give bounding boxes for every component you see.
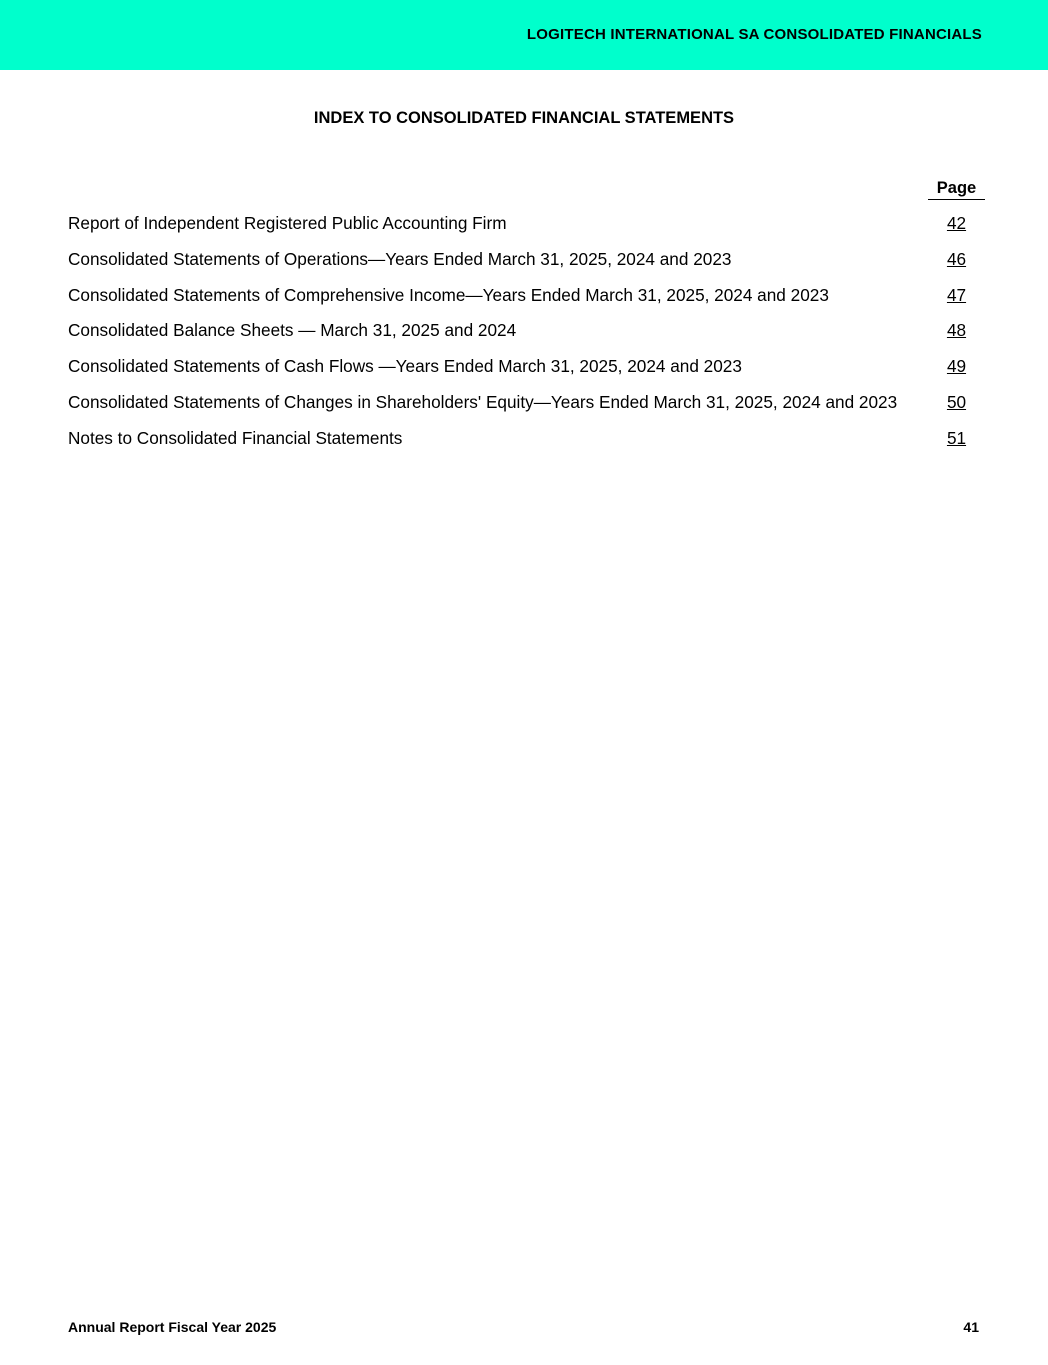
toc-entry-page-link[interactable]: 50 xyxy=(946,392,967,412)
toc-entry xyxy=(68,355,985,377)
toc-entry-title: Consolidated Balance Sheets — March 31, 2025 and 2024 xyxy=(68,320,517,340)
toc-entry-title: Consolidated Statements of Cash Flows —Years Ended March 31, 2025, 2024 and 2023 xyxy=(68,356,742,376)
toc-entry-title: Consolidated Statements of Comprehensive Income—Years Ended March 31, 2025, 2024 and 2023 xyxy=(68,285,829,305)
toc-entry xyxy=(68,391,985,413)
toc-entry xyxy=(68,319,985,341)
toc-entry-page-link[interactable]: 46 xyxy=(946,249,967,269)
page-title: INDEX TO CONSOLIDATED FINANCIAL STATEMENTS xyxy=(313,109,735,127)
toc-entry-page-link[interactable]: 42 xyxy=(946,213,967,233)
header-banner xyxy=(0,0,1048,70)
toc-entry xyxy=(68,212,985,234)
footer-page-number: 41 xyxy=(963,1319,979,1335)
toc-entry-page-link[interactable]: 51 xyxy=(946,428,967,448)
toc-entry-page-link[interactable]: 47 xyxy=(946,285,967,305)
toc-entry-title: Notes to Consolidated Financial Statements xyxy=(68,428,403,448)
toc-entry xyxy=(68,248,985,270)
header-title: LOGITECH INTERNATIONAL SA CONSOLIDATED FINANCIALS xyxy=(526,26,982,43)
footer-report-name: Annual Report Fiscal Year 2025 xyxy=(68,1319,277,1335)
toc-entry-page-link[interactable]: 48 xyxy=(946,320,967,340)
page-column-header: Page xyxy=(928,179,985,200)
toc-entry-title: Report of Independent Registered Public Accounting Firm xyxy=(68,213,507,233)
toc-entry xyxy=(68,284,985,306)
toc-entry xyxy=(68,427,985,449)
toc-entry-title: Consolidated Statements of Operations—Years Ended March 31, 2025, 2024 and 2023 xyxy=(68,249,732,269)
toc-entry-title: Consolidated Statements of Changes in Shareholders' Equity—Years Ended March 31, 2025, 2024 and 2023 xyxy=(68,392,898,412)
toc-entry-page-link[interactable]: 49 xyxy=(946,356,967,376)
